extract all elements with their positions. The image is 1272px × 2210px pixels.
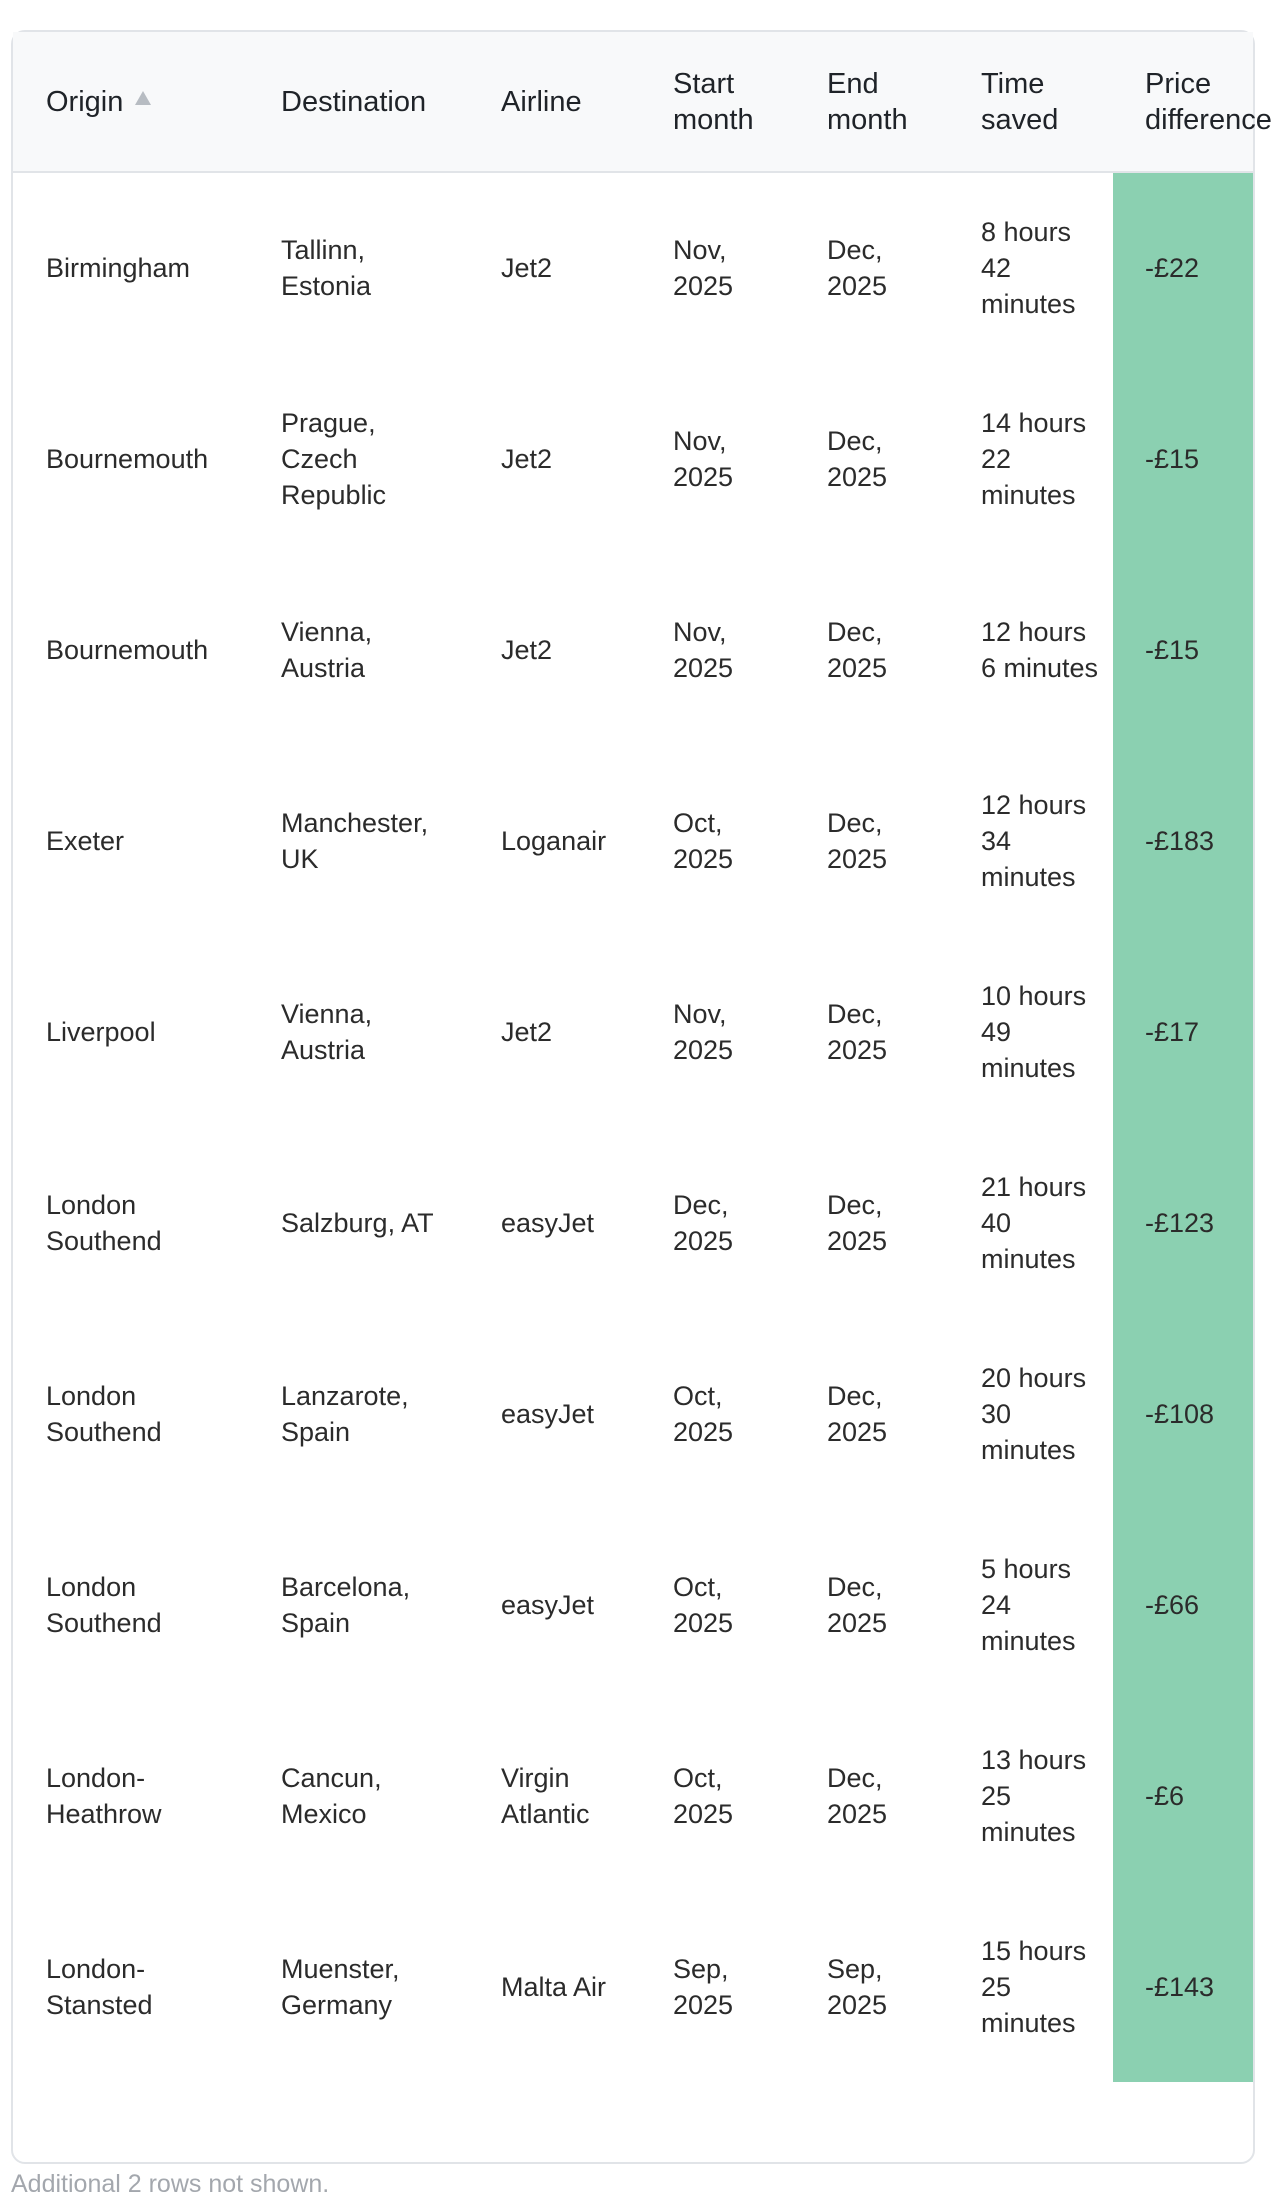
column-header-end-month[interactable] (795, 32, 949, 172)
cell-origin: London Southend (46, 1571, 162, 1638)
table-row (13, 745, 1253, 936)
table-row (13, 363, 1253, 554)
cell-end-month: Dec, 2025 (827, 235, 888, 301)
column-header-time-saved[interactable] (949, 32, 1113, 172)
cell-end-month: Dec, 2025 (827, 1571, 888, 1638)
cell-start-month: Oct, 2025 (673, 807, 734, 874)
column-header-label: Price difference (1145, 67, 1272, 136)
cell-destination: Muenster, Germany (281, 1953, 400, 2020)
sort-ascending-icon[interactable] (135, 91, 151, 105)
cell-start-month: Oct, 2025 (673, 1380, 734, 1447)
column-header-label: Start month (673, 67, 754, 136)
cell-price-difference: -£66 (1113, 1509, 1253, 1700)
cell-airline: easyJet (501, 1207, 595, 1238)
cell-airline: easyJet (501, 1589, 595, 1620)
table-row (13, 1891, 1253, 2082)
column-header-label: Airline (501, 85, 582, 118)
cell-end-month: Dec, 2025 (827, 1762, 888, 1829)
cell-start-month: Nov, 2025 (673, 425, 734, 492)
cell-price-difference: -£6 (1113, 1700, 1253, 1891)
table-row (13, 554, 1253, 745)
cell-price-difference: -£15 (1113, 554, 1253, 745)
cell-airline: Virgin Atlantic (501, 1762, 590, 1829)
column-header-label: Origin (46, 85, 124, 118)
column-header-price-difference[interactable] (1113, 32, 1272, 172)
column-header-destination[interactable] (249, 32, 469, 172)
cell-price-difference: -£123 (1113, 1127, 1253, 1318)
table-row (13, 1127, 1253, 1318)
cell-airline: Jet2 (501, 1016, 553, 1047)
cell-destination: Tallinn, Estonia (281, 235, 372, 301)
column-header-label: Destination (281, 85, 427, 118)
column-header-airline[interactable] (469, 32, 641, 172)
cell-time-saved: 14 hours 22 minutes (981, 407, 1087, 510)
cell-price-difference: -£17 (1113, 936, 1253, 1127)
cell-destination: Lanzarote, Spain (281, 1380, 409, 1447)
cell-destination: Vienna, Austria (281, 998, 373, 1065)
cell-time-saved: 13 hours 25 minutes (981, 1744, 1087, 1847)
column-header-label: Time saved (981, 67, 1059, 136)
cell-time-saved: 8 hours 42 minutes (981, 217, 1076, 319)
cell-time-saved: 20 hours 30 minutes (981, 1362, 1087, 1465)
cell-start-month: Dec, 2025 (673, 1189, 734, 1256)
cell-airline: Malta Air (501, 1971, 607, 2002)
cell-origin: London Southend (46, 1380, 162, 1447)
cell-destination: Cancun, Mexico (281, 1762, 382, 1829)
cell-start-month: Nov, 2025 (673, 616, 734, 683)
cell-end-month: Dec, 2025 (827, 425, 888, 492)
cell-price-difference: -£15 (1113, 363, 1253, 554)
table-row (13, 172, 1253, 363)
cell-end-month: Dec, 2025 (827, 1189, 888, 1256)
cell-airline: Jet2 (501, 443, 553, 474)
cell-time-saved: 10 hours 49 minutes (981, 980, 1087, 1083)
column-header-origin[interactable] (13, 32, 249, 172)
column-header-start-month[interactable] (641, 32, 795, 172)
cell-start-month: Sep, 2025 (673, 1953, 734, 2020)
cell-start-month: Nov, 2025 (673, 235, 734, 301)
cell-start-month: Oct, 2025 (673, 1762, 734, 1829)
data-table-card (11, 30, 1272, 2164)
cell-airline: easyJet (501, 1398, 595, 1429)
cell-end-month: Dec, 2025 (827, 807, 888, 874)
table-row (13, 1318, 1253, 1509)
cell-time-saved: 12 hours 6 minutes (981, 616, 1099, 683)
cell-end-month: Dec, 2025 (827, 1380, 888, 1447)
cell-price-difference: -£22 (1113, 172, 1253, 363)
cell-airline: Loganair (501, 825, 607, 856)
cell-time-saved: 15 hours 25 minutes (981, 1935, 1087, 2038)
cell-price-difference: -£108 (1113, 1318, 1253, 1509)
table-row (13, 936, 1253, 1127)
cell-start-month: Oct, 2025 (673, 1571, 734, 1638)
flights-table (13, 32, 1272, 2082)
cell-time-saved: 12 hours 34 minutes (981, 789, 1087, 892)
cell-time-saved: 21 hours 40 minutes (981, 1171, 1087, 1274)
cell-destination: Salzburg, AT (281, 1207, 434, 1238)
cell-price-difference: -£143 (1113, 1891, 1253, 2082)
column-header-label: End month (827, 67, 908, 136)
cell-origin: London-Heathrow (46, 1762, 162, 1829)
table-header-row (13, 32, 1253, 172)
cell-end-month: Dec, 2025 (827, 998, 888, 1065)
cell-origin: Liverpool (46, 1016, 156, 1047)
cell-origin: Bournemouth (46, 443, 209, 474)
cell-airline: Jet2 (501, 253, 553, 283)
cell-origin: Exeter (46, 825, 125, 856)
cell-time-saved: 5 hours 24 minutes (981, 1553, 1076, 1656)
cell-end-month: Dec, 2025 (827, 616, 888, 683)
cell-destination: Prague, Czech Republic (281, 407, 387, 510)
cell-start-month: Nov, 2025 (673, 998, 734, 1065)
rows-not-shown-note: Additional 2 rows not shown. (11, 2170, 330, 2198)
table-row (13, 1700, 1253, 1891)
cell-origin: London-Stansted (46, 1953, 153, 2020)
cell-origin: London Southend (46, 1189, 162, 1256)
cell-destination: Vienna, Austria (281, 616, 373, 683)
table-row (13, 1509, 1253, 1700)
cell-end-month: Sep, 2025 (827, 1953, 888, 2020)
cell-origin: Birmingham (46, 253, 191, 283)
cell-price-difference: -£183 (1113, 745, 1253, 936)
cell-destination: Barcelona, Spain (281, 1571, 411, 1638)
cell-airline: Jet2 (501, 634, 553, 665)
cell-destination: Manchester, UK (281, 807, 429, 874)
cell-origin: Bournemouth (46, 634, 209, 665)
